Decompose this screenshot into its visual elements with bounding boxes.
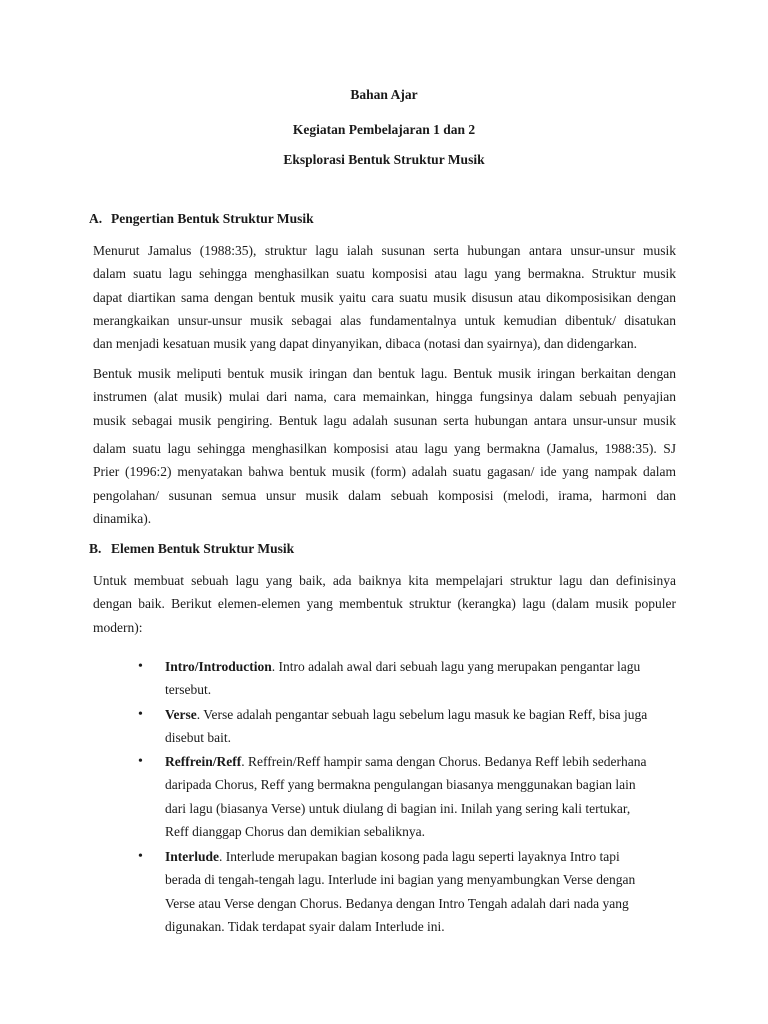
section-b-letter: B.	[89, 541, 102, 556]
paragraph-line: dan menjadi kesatuan musik yang dapat dinyanyikan, dibaca (notasi dan syairnya), dan didengarkan.	[93, 336, 637, 352]
section-a-heading	[89, 211, 314, 227]
paragraph-line: musik sebagai musik pengiring. Bentuk lagu adalah susunan serta hubungan antara unsur-unsur musik	[93, 412, 676, 428]
bullet-icon: •	[138, 659, 143, 674]
bullet-icon: •	[138, 754, 143, 769]
paragraph-line: merangkaikan unsur-unsur musik sebagai alas fundamentalnya untuk kemudian dibentuk/ disatukan	[93, 312, 676, 328]
paragraph-line: instrumen (alat musik) mulai dari nama, cara memainkan, hingga fungsinya dalam sebuah penyajian	[93, 389, 676, 405]
bullet-description: . Interlude merupakan bagian kosong pada lagu seperti layaknya Intro tapi	[219, 849, 620, 864]
section-b-paragraph-1	[93, 569, 676, 639]
section-b-heading	[89, 541, 294, 557]
section-a-paragraph-1	[93, 239, 676, 355]
bullet-description: Reff dianggap Chorus dan demikian sebaliknya.	[165, 823, 425, 839]
paragraph-line: Menurut Jamalus (1988:35), struktur lagu ialah susunan serta hubungan antara unsur-unsur musik	[93, 243, 676, 258]
bullet-description: . Verse adalah pengantar sebuah lagu sebelum lagu masuk ke bagian Reff, bisa juga	[196, 707, 648, 722]
bullet-description: . Reffrein/Reff hampir sama dengan Chorus. Bedanya Reff lebih sederhana	[241, 754, 647, 769]
section-b-title: Elemen Bentuk Struktur Musik	[111, 541, 295, 556]
document-title: Bahan Ajar	[350, 87, 418, 102]
paragraph-line: dapat diartikan sama dengan bentuk musik yaitu cara suatu musik disusun atau dikomposisikan dengan	[93, 289, 676, 305]
paragraph-line: pengolahan/ susunan semua unsur musik dalam sebuah komposisi (melodi, irama, harmoni dan	[93, 487, 676, 503]
bullet-description: digunakan. Tidak terdapat syair dalam Interlude ini.	[165, 918, 445, 934]
paragraph-line: dinamika).	[93, 510, 152, 526]
bullet-term: Reffrein/Reff	[165, 754, 242, 769]
bullet-description: disebut bait.	[165, 730, 231, 746]
bullet-term: Verse	[165, 707, 197, 722]
paragraph-line: dengan baik. Berikut elemen-elemen yang membentuk struktur (kerangka) lagu (dalam musik populer	[93, 596, 676, 612]
bullet-description: daripada Chorus, Reff yang bermakna pengulangan biasanya menggunakan bagian lain	[165, 777, 636, 793]
section-a-paragraph-3	[93, 437, 676, 530]
bullet-icon: •	[138, 849, 143, 864]
section-a-paragraph-2	[93, 362, 676, 432]
paragraph-line: modern):	[93, 619, 143, 635]
bullet-description: tersebut.	[165, 682, 212, 698]
bullet-term: Intro/Introduction	[165, 659, 272, 674]
bullet-description: dari lagu (biasanya Verse) untuk diulang di bagian ini. Inilah yang sering kali tertukar,	[165, 800, 631, 816]
document-subtitle-2: Eksplorasi Bentuk Struktur Musik	[283, 152, 485, 167]
paragraph-line: Bentuk musik meliputi bentuk musik iringan dan bentuk lagu. Bentuk musik iringan berkaitan dengan	[93, 366, 676, 381]
bullet-description: Verse atau Verse dengan Chorus. Bedanya dengan Intro Tengah adalah dari nada yang	[165, 895, 629, 911]
bullet-term: Interlude	[165, 849, 219, 864]
paragraph-line: Prier (1996:2) menyatakan bahwa bentuk musik (form) adalah suatu gagasan/ ide yang nampak dalam	[93, 464, 676, 480]
paragraph-line: dalam suatu lagu sehingga menghasilkan komposisi atau lagu yang bermakna (Jamalus, 1988:35). SJ	[93, 441, 676, 456]
section-a-title: Pengertian Bentuk Struktur Musik	[111, 211, 314, 226]
paragraph-line: dalam suatu lagu sehingga menghasilkan suatu komposisi atau lagu yang bermakna. Struktur musik	[93, 266, 676, 282]
document-subtitle-1: Kegiatan Pembelajaran 1 dan 2	[292, 122, 476, 137]
bullet-description: berada di tengah-tengah lagu. Interlude ini bagian yang menyambungkan Verse dengan	[165, 872, 636, 888]
bullet-description: . Intro adalah awal dari sebuah lagu yang merupakan pengantar lagu	[271, 659, 641, 674]
section-a-letter: A.	[89, 211, 103, 226]
bullet-icon: •	[138, 707, 143, 722]
paragraph-line: Untuk membuat sebuah lagu yang baik, ada baiknya kita mempelajari struktur lagu dan definisinya	[93, 573, 676, 588]
